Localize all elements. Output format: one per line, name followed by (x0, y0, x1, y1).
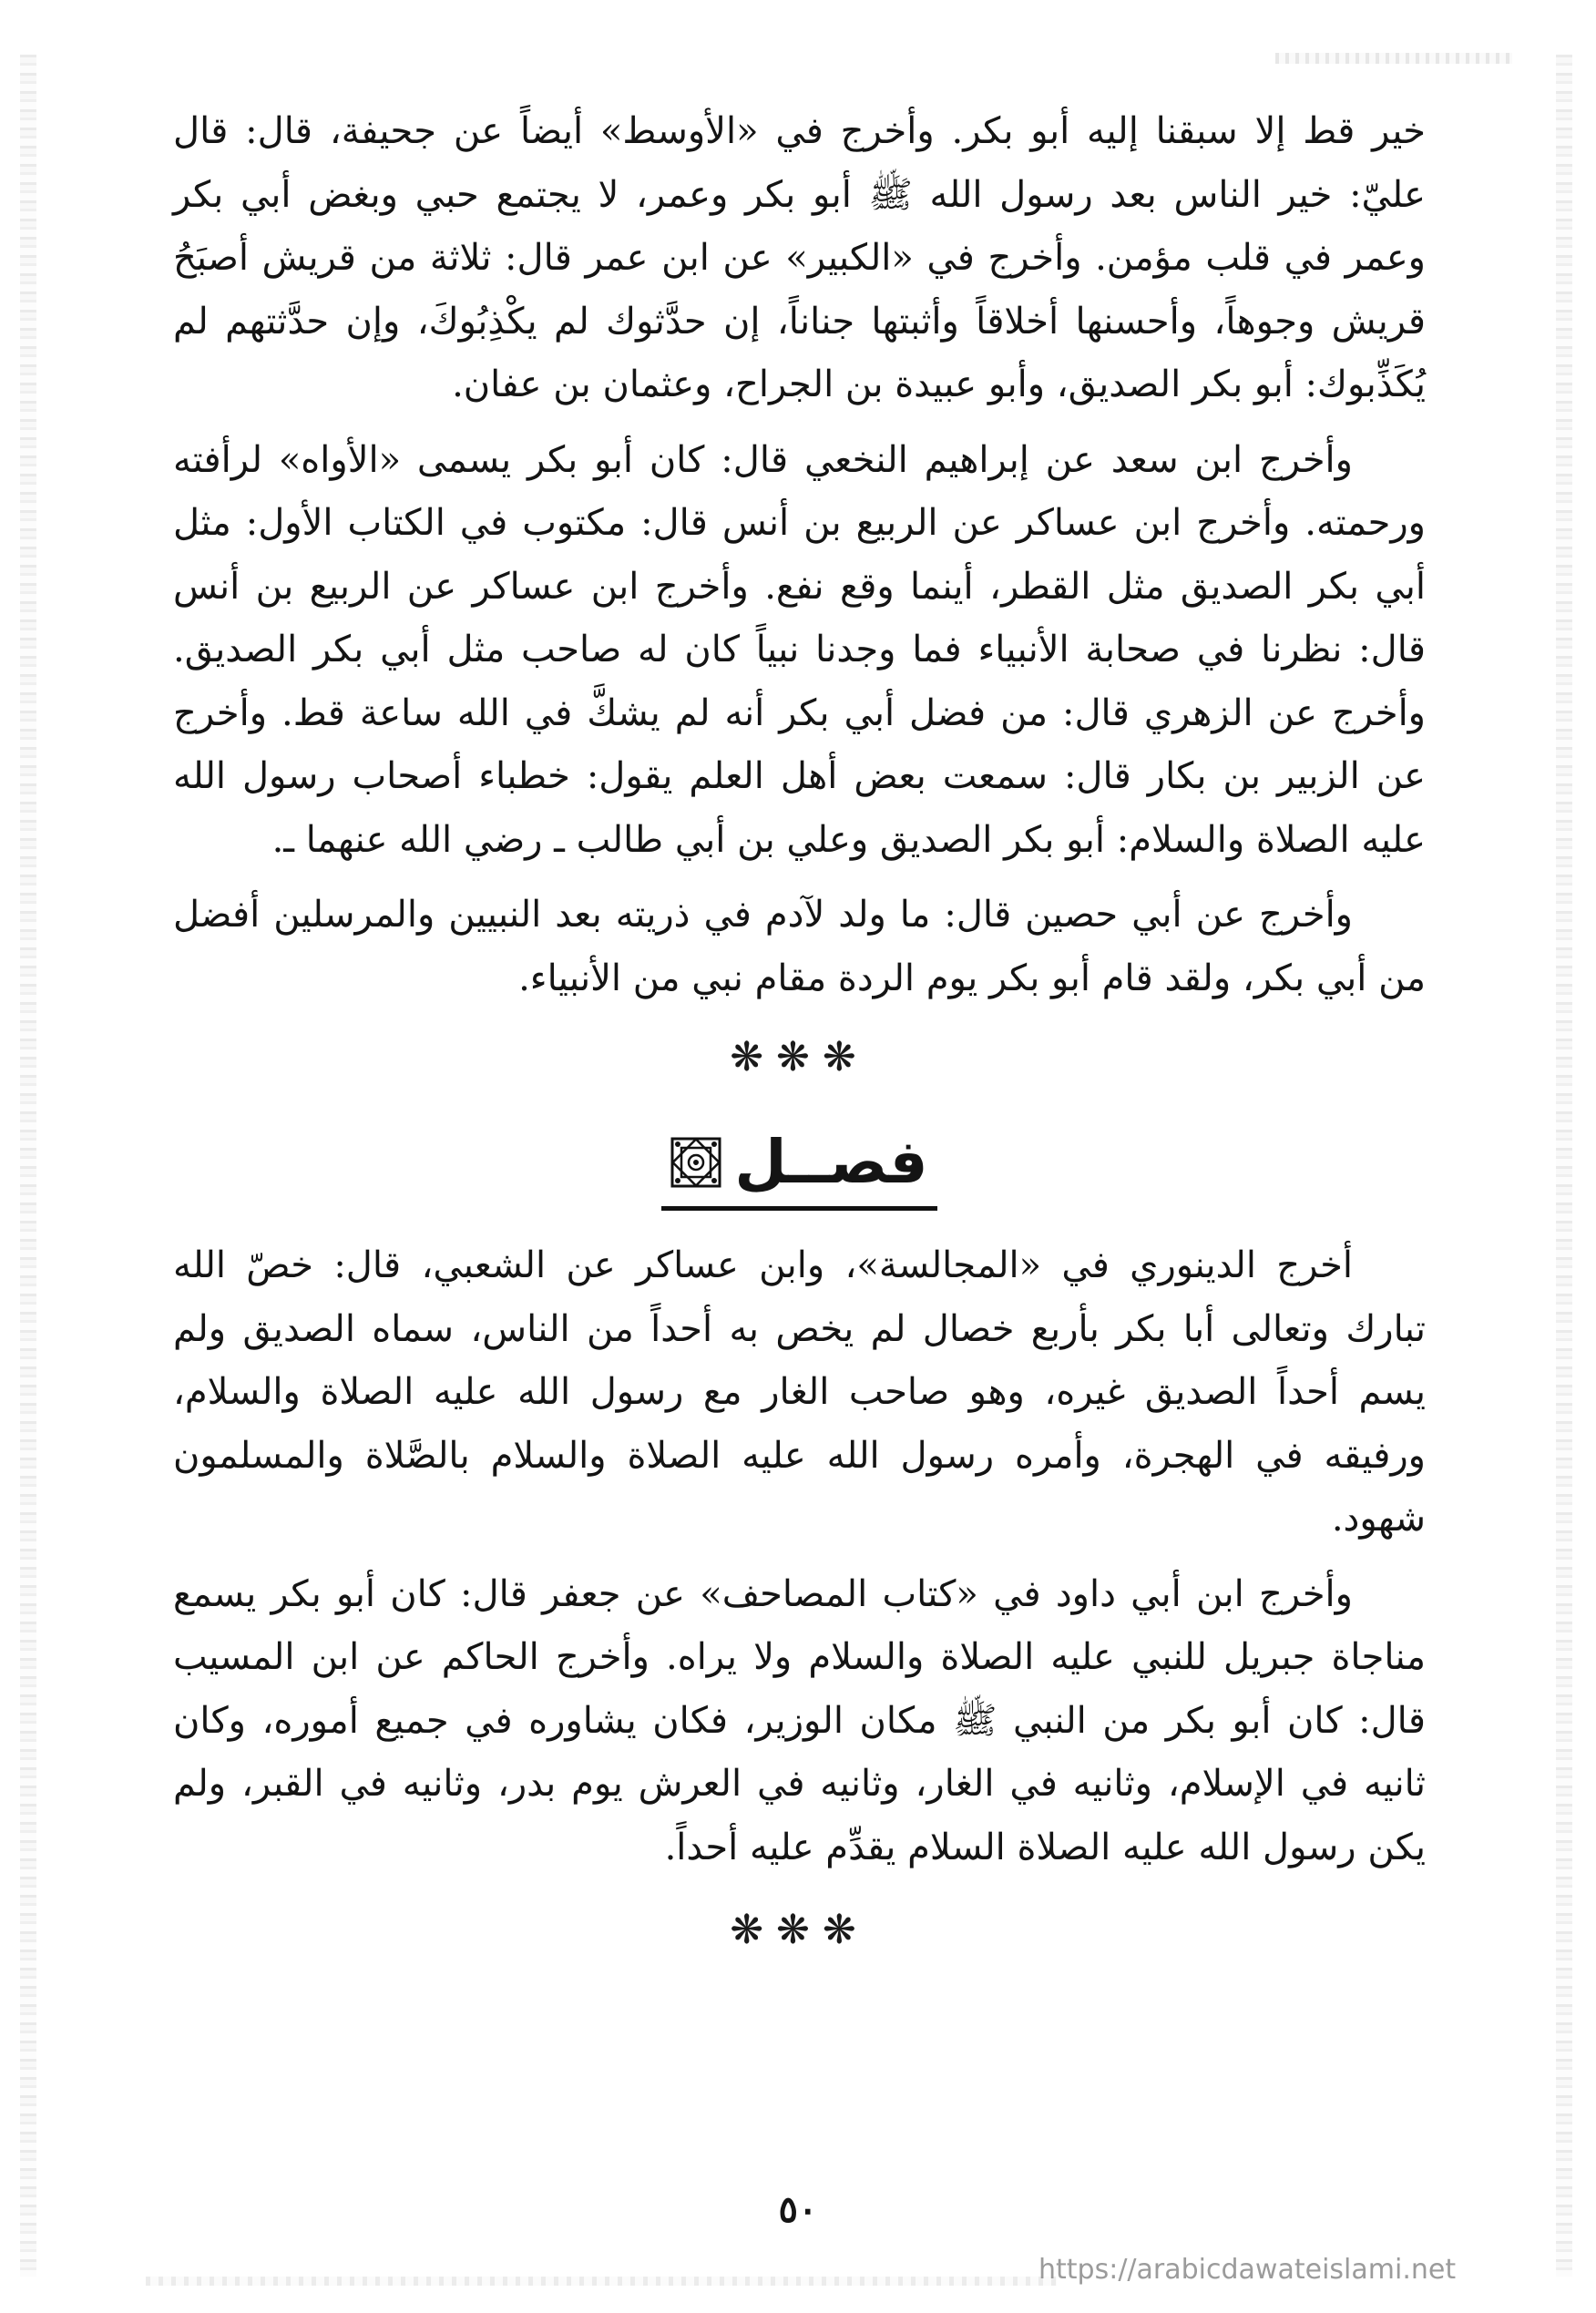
section-heading-wrap (173, 1126, 1426, 1211)
section-heading-text: فصــل (734, 1127, 928, 1197)
paragraph-3: وأخرج عن أبي حصين قال: ما ولد لآدم في ذريته بعد النبيين والمرسلين أفضل من أبي بكر، ولقد قام أبو بكر يوم الردة مقام نبي من الأنبياء. (173, 894, 1426, 999)
scan-edge-right (1556, 55, 1572, 2277)
section-separator-top: ❋❋❋ (730, 1034, 869, 1080)
page-body (173, 100, 1426, 1953)
paragraph-2: وأخرج ابن سعد عن إبراهيم النخعي قال: كان أبو بكر يسمى «الأواه» لرأفته ورحمته. وأخرج ابن عساكر عن الربيع بن أنس قال: مكتوب في الكتاب الأول: مثل أبي بكر الصديق مثل القطر، أينما وقع نفع. وأخرج ابن عساكر عن الربيع بن أنس قال: نظرنا في صحابة الأنبياء فما وجدنا نبياً كان له صاحب مثل أبي بكر الصديق. وأخرج عن الزهري قال: من فضل أبي بكر أنه لم يشكَّ في الله ساعة قط. وأخرج عن الزبير بن بكار قال: سمعت بعض أهل العلم يقول: خطباء أصحاب رسول الله عليه الصلاة والسلام: أبو بكر الصديق وعلي بن أبي طالب ـ رضي الله عنهما ـ. (173, 438, 1426, 861)
scan-edge-left (20, 55, 36, 2277)
paragraph-1: خير قط إلا سبقنا إليه أبو بكر. وأخرج في «الأوسط» أيضاً عن جحيفة، قال: قال عليّ: خير الناس بعد رسول الله ﷺ أبو بكر وعمر، لا يجتمع حبي وبغض أبي بكر وعمر في قلب مؤمن. وأخرج في «الكبير» عن ابن عمر قال: ثلاثة من قريش أصبَحُ قريش وجوهاً، وأحسنها أخلاقاً وأثبتها جناناً، إن حدَّثوك لم يكْذِبُوكَ، وإن حدَّثتهم لم يُكَذِّبوك: أبو بكر الصديق، وأبو عبيدة بن الجراح، وعثمان بن عفان. (173, 110, 1426, 405)
page-number: ٥٠ (778, 2188, 818, 2231)
source-watermark: https://arabicdawateislami.net (1038, 2254, 1457, 2286)
paragraph-4: أخرج الدينوري في «المجالسة»، وابن عساكر عن الشعبي، قال: خصّ الله تبارك وتعالى أبا بكر بأربع خصال لم يخص به أحداً من الناس، سماه الصديق ولم يسم أحداً الصديق غيره، وهو صاحب الغار مع رسول الله عليه الصلاة والسلام، ورفيقه في الهجرة، وأمره رسول الله عليه الصلاة والسلام بالصَّلاة والمسلمون شهود. (173, 1244, 1426, 1540)
section-separator-bottom: ❋❋❋ (730, 1907, 869, 1953)
scan-edge-bottom (146, 2277, 1057, 2286)
paragraph-5: وأخرج ابن أبي داود في «كتاب المصاحف» عن جعفر قال: كان أبو بكر يسمع مناجاة جبريل للنبي عليه الصلاة والسلام ولا يراه. وأخرج الحاكم عن ابن المسيب قال: كان أبو بكر من النبي ﷺ مكان الوزير، فكان يشاوره في جميع أموره، وكان ثانيه في الإسلام، وثانيه في الغار، وثانيه في العرش يوم بدر، وثانيه في القبر، ولم يكن رسول الله عليه الصلاة السلام يقدِّم عليه أحداً. (173, 1572, 1426, 1868)
section-heading (661, 1126, 936, 1211)
geometric-star-ornament-icon (670, 1137, 721, 1188)
scan-edge-top (1275, 53, 1512, 64)
